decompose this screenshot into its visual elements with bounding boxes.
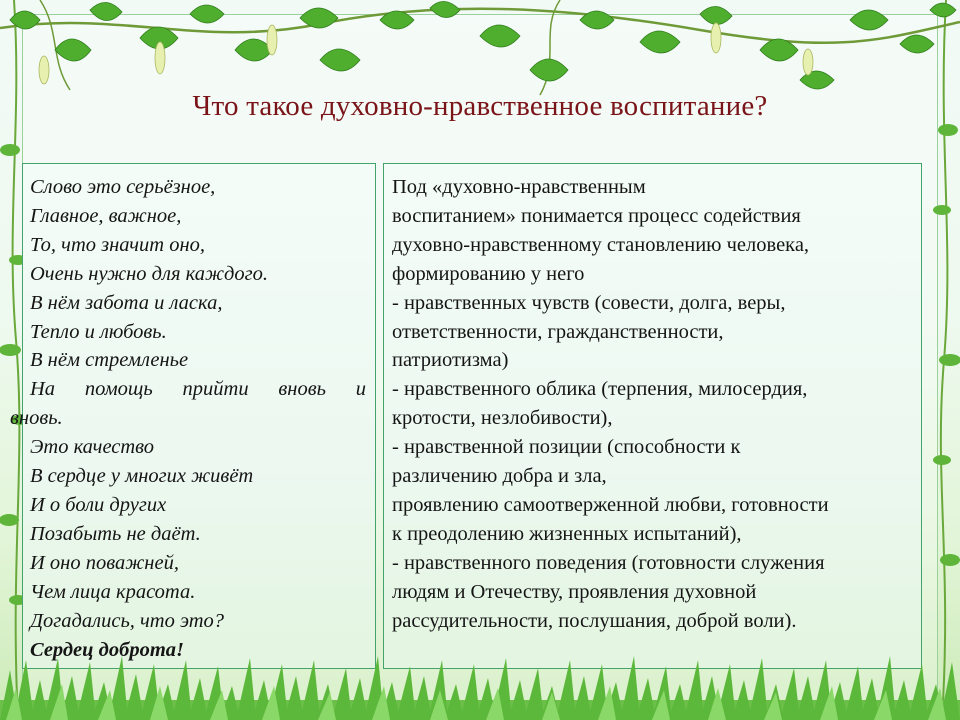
poem-line: На помощь прийти вновь и	[30, 378, 366, 401]
definition-line: кротости, незлобивости),	[392, 407, 613, 430]
poem-line: Чем лица красота.	[30, 580, 196, 603]
poem-line: В сердце у многих живёт	[30, 465, 254, 488]
poem-line: И оно поважней,	[30, 551, 179, 574]
poem-line: В нём забота и ласка,	[30, 291, 223, 314]
definition-line: формированию у него	[392, 262, 585, 285]
grass-icon	[0, 640, 960, 720]
poem-line: Очень нужно для каждого.	[30, 262, 269, 285]
poem-line: Это качество	[30, 436, 155, 459]
poem-line: вновь.	[10, 407, 63, 430]
definition-line: рассудительности, послушания, доброй воли).	[392, 609, 797, 632]
definition-text	[392, 173, 914, 636]
poem-line: Главное, важное,	[30, 204, 182, 227]
poem-line: Догадались, что это?	[30, 609, 225, 632]
poem-answer: Сердец доброта!	[30, 638, 185, 661]
poem-line: То, что значит оно,	[30, 233, 206, 256]
definition-line: различению добра и зла,	[392, 465, 607, 488]
definition-line: Под «духовно-нравственным	[392, 176, 646, 198]
poem-line: В нём стремленье	[30, 349, 189, 372]
definition-line: - нравственной позиции (способности к	[392, 436, 741, 459]
poem-line: Слово это серьёзное,	[30, 176, 216, 198]
definition-line: ответственности, гражданственности,	[392, 320, 724, 343]
poem-line: Позабыть не даёт.	[30, 522, 201, 545]
definition-line: духовно-нравственному становлению человека,	[392, 233, 810, 256]
definition-line: - нравственного поведения (готовности служения	[392, 551, 825, 574]
definition-line: - нравственного облика (терпения, милосердия,	[392, 378, 808, 401]
slide-title: Что такое духовно-нравственное воспитание?	[192, 90, 768, 122]
definition-line: к преодолению жизненных испытаний),	[392, 522, 742, 545]
definition-line: - нравственных чувств (совести, долга, веры,	[392, 291, 786, 314]
definition-line: воспитанием» понимается процесс содействия	[392, 204, 801, 227]
poem-text	[10, 173, 366, 664]
definition-line: людям и Отечеству, проявления духовной	[392, 580, 757, 603]
poem-line: Тепло и любовь.	[30, 320, 167, 343]
definition-line: патриотизма)	[392, 349, 509, 372]
definition-line: проявлению самоотверженной любви, готовности	[392, 493, 829, 516]
poem-line: И о боли других	[30, 493, 167, 516]
